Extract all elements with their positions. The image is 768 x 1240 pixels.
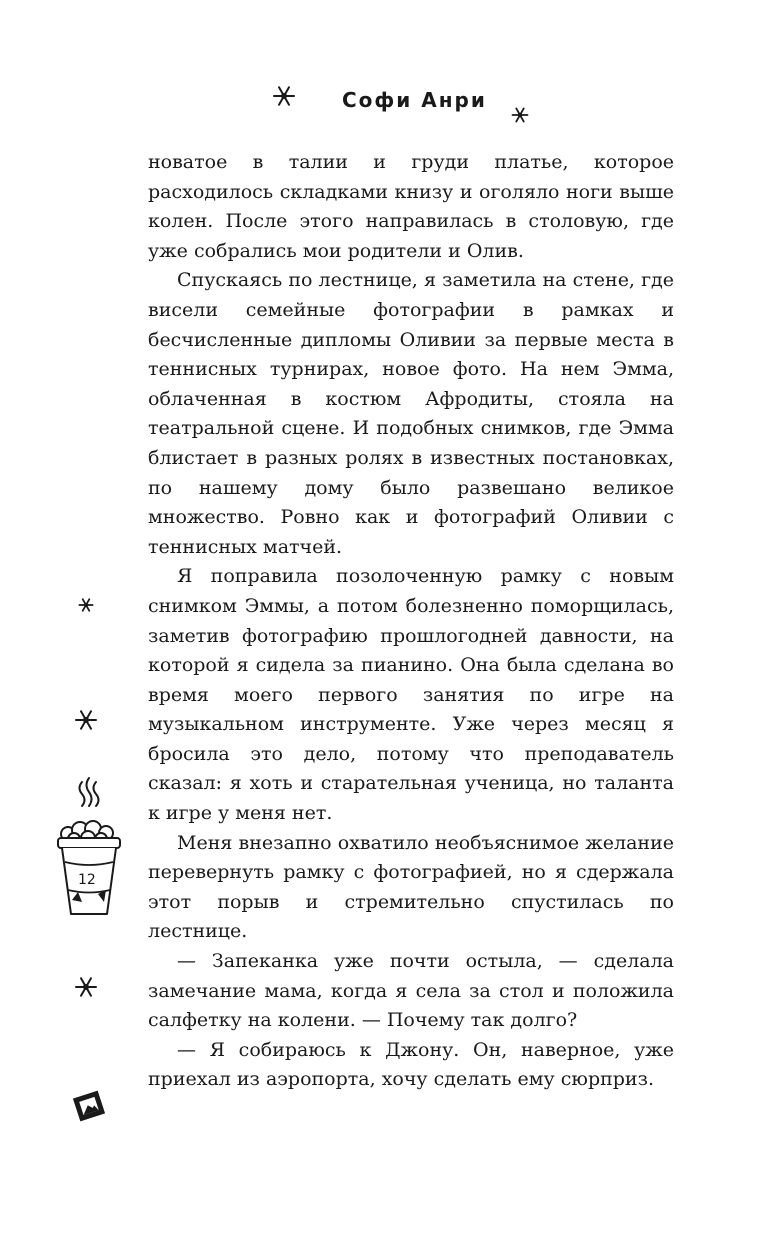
snowflake-icon xyxy=(511,106,529,124)
paragraph: Я поправила позолоченную рамку с новым снимком Эммы, а потом болезненно поморщилась, заметив фотографию прошлогодней давности, на которой я сидела за пианино. Она была сделана во время моего первого занятия по игре на музыкальном инструменте. Уже через месяц я бросила это дело, потому что преподаватель сказал: я хоть и старательная ученица, но таланта к игре у меня нет. xyxy=(148,565,674,825)
page-number: 12 xyxy=(78,872,96,888)
paragraph: новатое в талии и груди платье, которое расходилось складками книзу и оголяло ноги выше колен. После этого направилась в столовую, где уже собрались мои родители и Олив. xyxy=(148,151,674,262)
paragraph: Спускаясь по лестнице, я заметила на стене, где висели семейные фотографии в рамках и бесчисленные дипломы Оливии за первые места в теннисных турнирах, новое фото. На нем Эмма, облаченная в костюм Афродиты, стояла на театральной сцене. И подобных снимков, где Эмма блистает в разных ролях в известных постановках, по нашему дому было развешано великое множество. Ровно как и фотографий Оливии с теннисных матчей. xyxy=(148,269,674,558)
snowflake-icon xyxy=(74,708,98,732)
paragraph: — Запеканка уже почти остыла, — сделала замечание мама, когда я села за стол и положила салфетку на колени. — Почему так долго? xyxy=(148,950,674,1032)
margin-decorations xyxy=(0,0,140,1240)
steaming-cup-icon xyxy=(52,776,126,918)
body-text xyxy=(148,148,674,1095)
author-name: Софи Анри xyxy=(342,88,487,112)
paragraph: — Я собираюсь к Джону. Он, наверное, уже приехал из аэропорта, хочу сделать ему сюрприз. xyxy=(148,1038,674,1091)
paragraph: Меня внезапно охватило необъяснимое желание перевернуть рамку с фотографией, но я сдержала этот порыв и стремительно спустилась по лестнице. xyxy=(148,831,674,943)
photo-frame-icon xyxy=(70,1088,108,1124)
snowflake-icon xyxy=(272,84,296,108)
snowflake-icon xyxy=(78,597,94,613)
snowflake-icon xyxy=(74,975,98,999)
